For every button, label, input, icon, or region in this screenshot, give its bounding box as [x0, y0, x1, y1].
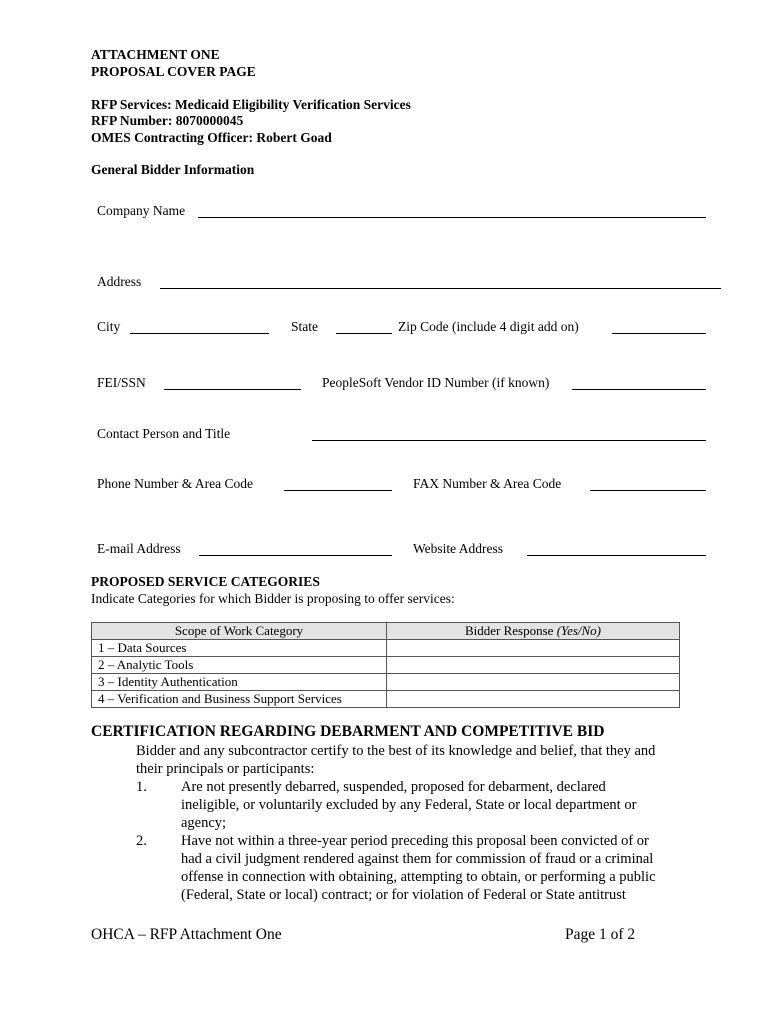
response-cell[interactable] — [387, 674, 680, 691]
item-1-line: ineligible, or voluntarily excluded by any Federal, State or local department or — [181, 797, 637, 813]
address-label: Address — [97, 274, 142, 289]
item-2-line: (Federal, State or local) contract; or for violation of Federal or State antitrust — [181, 887, 626, 903]
certification-intro-line-1: Bidder and any subcontractor certify to the best of its knowledge and belief, that they and — [136, 743, 656, 759]
email-label: E-mail Address — [97, 541, 181, 556]
contracting-officer: OMES Contracting Officer: Robert Goad — [91, 130, 332, 145]
category-cell: 4 – Verification and Business Support Services — [92, 691, 387, 708]
table-header-row — [92, 623, 680, 640]
item-number-2: 2. — [136, 833, 147, 849]
website-field[interactable] — [527, 555, 706, 556]
peoplesoft-label: PeopleSoft Vendor ID Number (if known) — [322, 375, 550, 390]
table-row — [92, 691, 680, 708]
state-label: State — [291, 319, 318, 334]
footer-page-number: Page 1 of 2 — [565, 926, 636, 943]
category-cell: 2 – Analytic Tools — [92, 657, 387, 674]
categories-instruction: Indicate Categories for which Bidder is proposing to offer services: — [91, 591, 455, 606]
attachment-title: ATTACHMENT ONE — [91, 47, 220, 62]
city-label: City — [97, 319, 121, 334]
item-2-line: Have not within a three-year period preceding this proposal been convicted of or — [181, 833, 649, 849]
item-1-line: agency; — [181, 815, 227, 831]
fax-label: FAX Number & Area Code — [413, 476, 562, 491]
zip-label: Zip Code (include 4 digit add on) — [398, 319, 579, 334]
city-field[interactable] — [130, 333, 269, 334]
item-2-line: had a civil judgment rendered against them for commission of fraud or a criminal — [181, 851, 654, 867]
category-cell: 1 – Data Sources — [92, 640, 387, 657]
fax-field[interactable] — [590, 490, 706, 491]
address-field[interactable] — [160, 288, 721, 289]
service-categories-table — [91, 622, 680, 708]
company-name-label: Company Name — [97, 203, 186, 218]
category-cell: 3 – Identity Authentication — [92, 674, 387, 691]
phone-field[interactable] — [284, 490, 392, 491]
zip-field[interactable] — [612, 333, 706, 334]
response-header-text: Bidder Response — [464, 623, 557, 638]
rfp-services: RFP Services: Medicaid Eligibility Verification Services — [91, 97, 411, 112]
email-field[interactable] — [199, 555, 392, 556]
contact-field[interactable] — [312, 440, 706, 441]
categories-heading: PROPOSED SERVICE CATEGORIES — [91, 574, 320, 589]
column-header-response — [387, 623, 680, 640]
response-header-yesno: (Yes/No) — [556, 623, 602, 638]
contact-label: Contact Person and Title — [97, 426, 231, 441]
rfp-number: RFP Number: 8070000045 — [91, 113, 244, 128]
table-row — [92, 657, 680, 674]
item-2-line: offense in connection with obtaining, attempting to obtain, or performing a public — [181, 869, 656, 885]
footer-left: OHCA – RFP Attachment One — [91, 926, 282, 943]
table-row — [92, 640, 680, 657]
phone-label: Phone Number & Area Code — [97, 476, 253, 491]
fei-ssn-label: FEI/SSN — [97, 375, 146, 390]
certification-intro-line-2: their principals or participants: — [136, 761, 315, 777]
column-header-scope: Scope of Work Category — [92, 623, 387, 640]
general-bidder-heading: General Bidder Information — [91, 162, 255, 177]
fei-ssn-field[interactable] — [164, 389, 301, 390]
website-label: Website Address — [413, 541, 504, 556]
cover-title: PROPOSAL COVER PAGE — [91, 64, 256, 79]
peoplesoft-field[interactable] — [572, 389, 706, 390]
response-cell[interactable] — [387, 691, 680, 708]
company-name-field[interactable] — [198, 217, 706, 218]
certification-heading: CERTIFICATION REGARDING DEBARMENT AND COMPETITIVE BID — [91, 723, 605, 740]
response-cell[interactable] — [387, 657, 680, 674]
response-cell[interactable] — [387, 640, 680, 657]
table-row — [92, 674, 680, 691]
item-number-1: 1. — [136, 779, 147, 795]
state-field[interactable] — [336, 333, 392, 334]
item-1-line: Are not presently debarred, suspended, proposed for debarment, declared — [181, 779, 606, 795]
